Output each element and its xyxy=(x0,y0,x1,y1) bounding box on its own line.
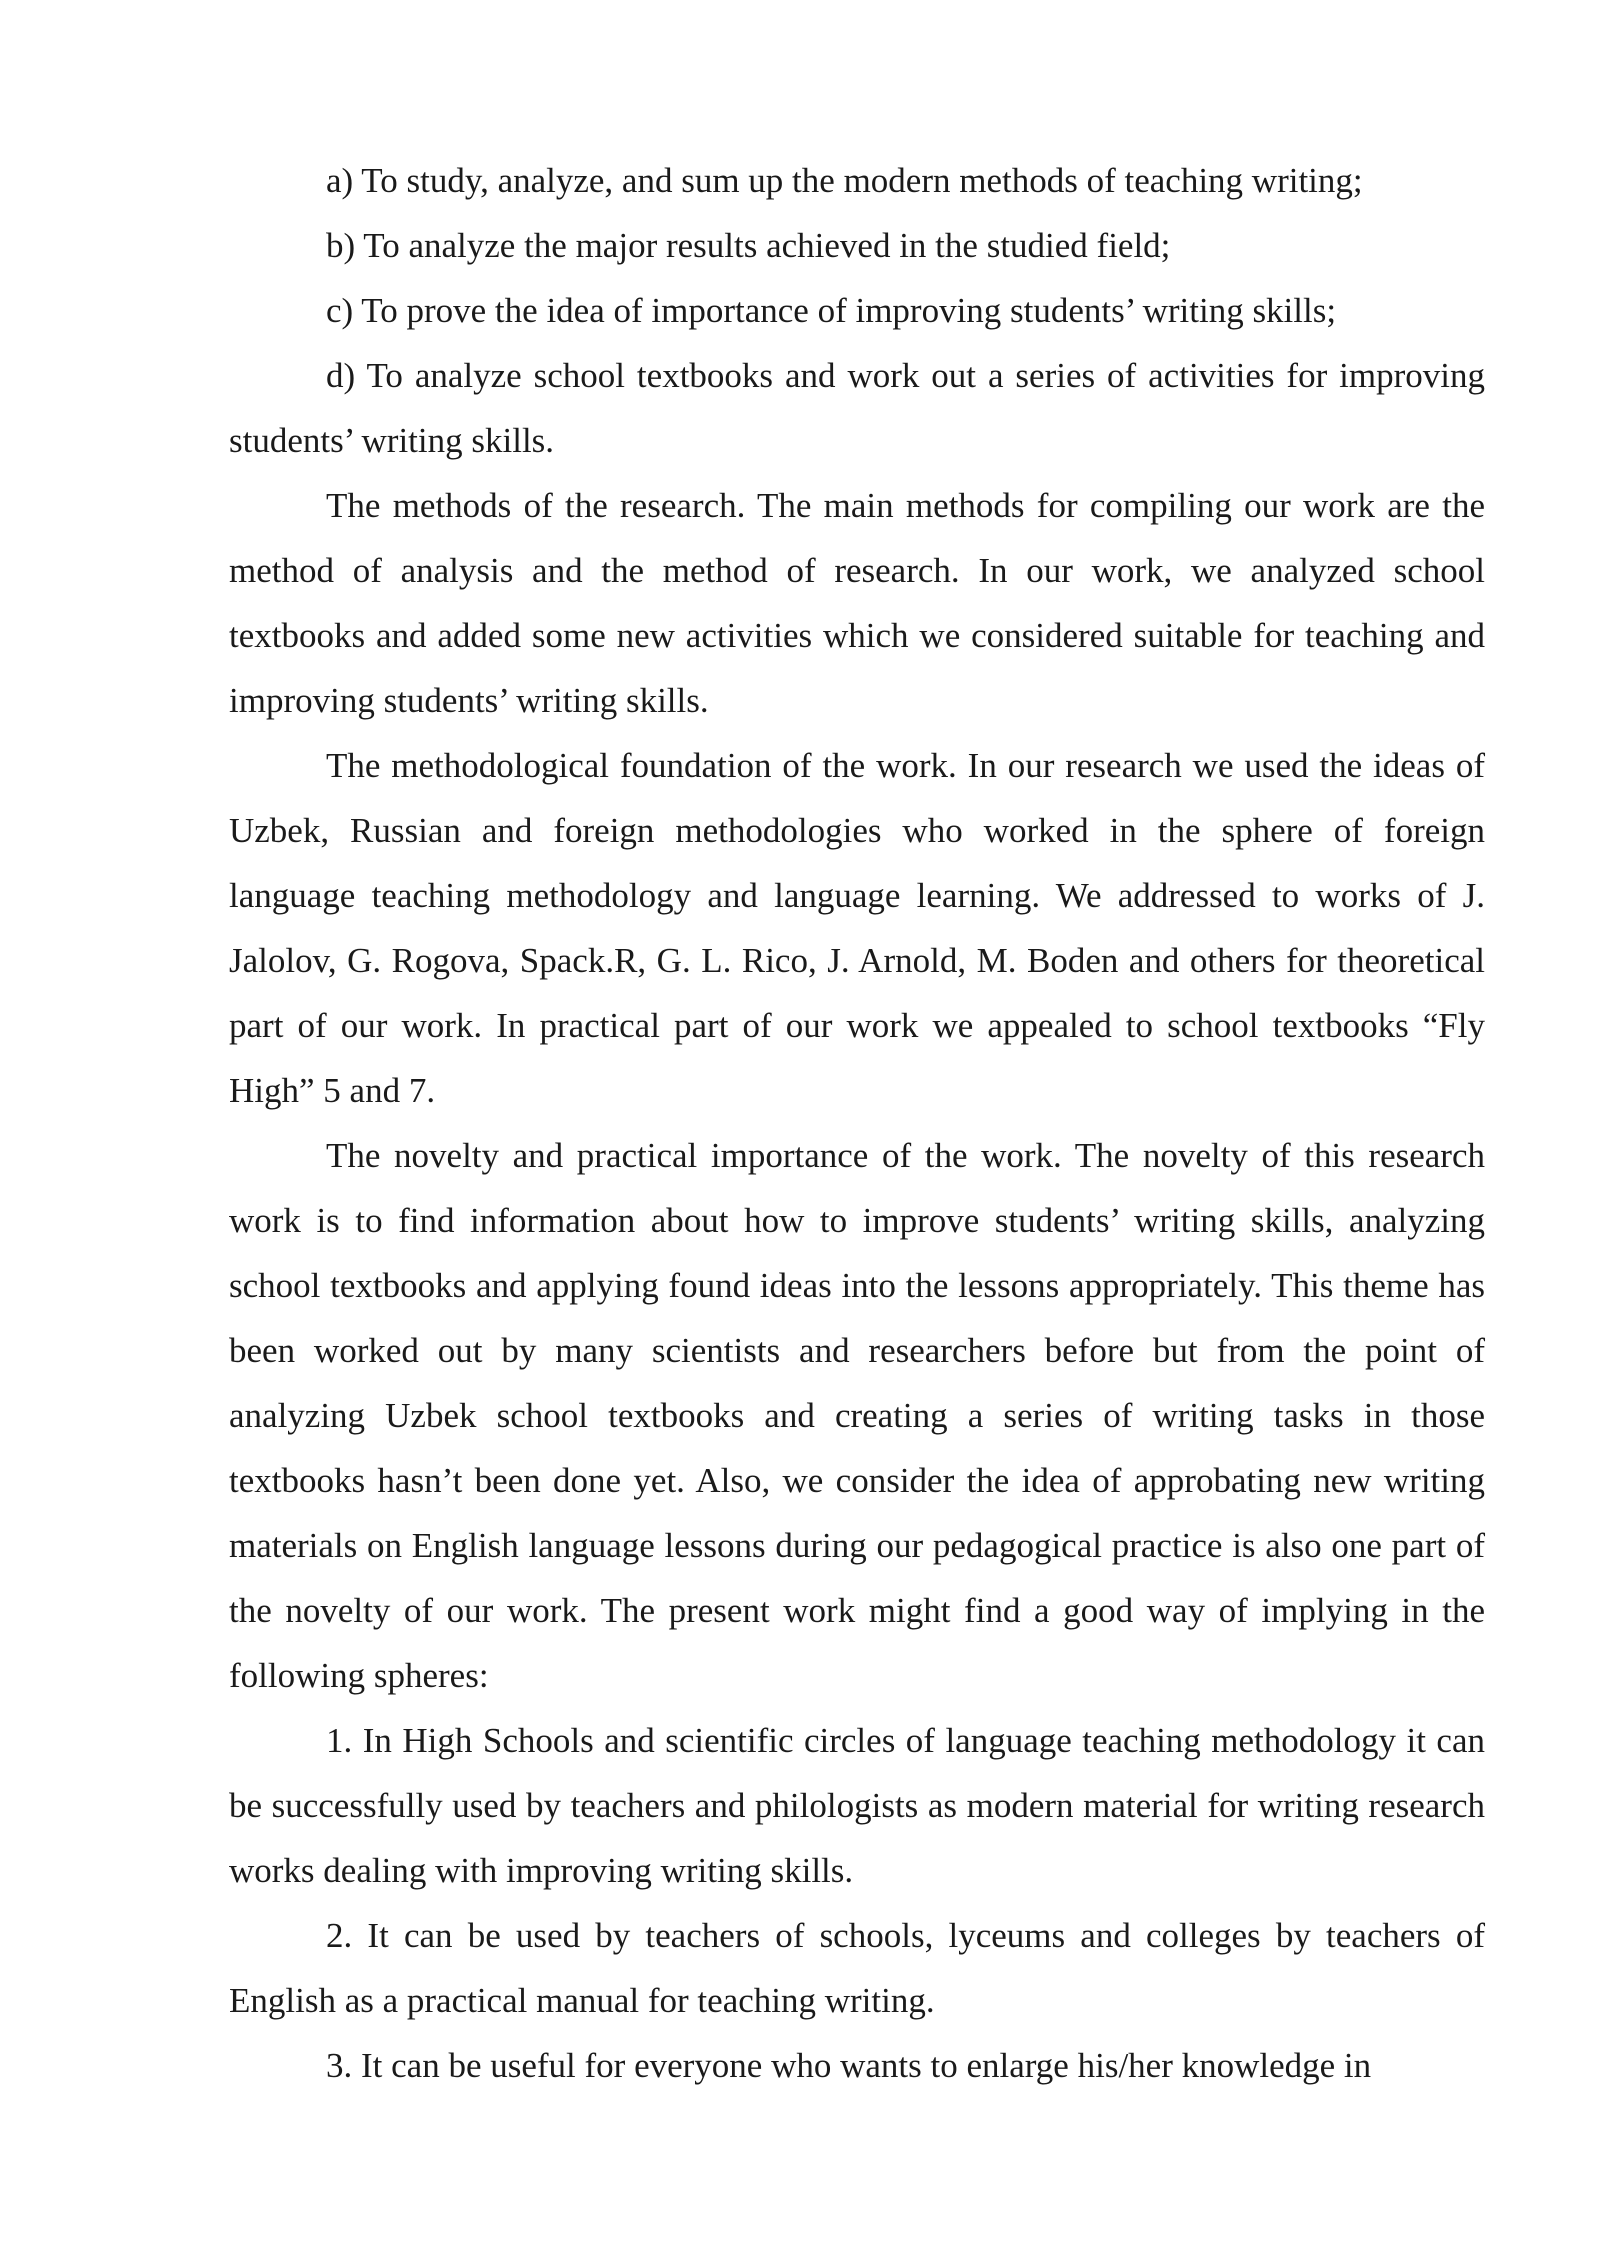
novelty-paragraph: The novelty and practical importance of the work. The novelty of this research work is to find information about how to improve students’ writing skills, analyzing school textbooks and applying found ideas into the lessons appropriately. This theme has been worked out by many scientists and researchers before but from the point of analyzing Uzbek school textbooks and creating a series of writing tasks in those textbooks hasn’t been done yet. Also, we consider the idea of approbating new writing materials on English language lessons during our pedagogical practice is also one part of the novelty of our work. The present work might find a good way of implying in the following spheres: xyxy=(229,1136,1485,1695)
sphere-item-1: 1. In High Schools and scientific circles of language teaching methodology it can be successfully used by teachers and philologists as modern material for writing research works dealing with improving writing skills. xyxy=(229,1721,1485,1890)
objective-b: b) To analyze the major results achieved in the studied field; xyxy=(326,226,1171,265)
objective-c: c) To prove the idea of importance of improving students’ writing skills; xyxy=(326,291,1337,330)
objective-d: d) To analyze school textbooks and work out a series of activities for improving students’ writing skills. xyxy=(229,356,1485,460)
methodological-foundation-paragraph: The methodological foundation of the work. In our research we used the ideas of Uzbek, Russian and foreign methodologies who worked in the sphere of foreign language teaching methodology and language learning. We addressed to works of J. Jalolov, G. Rogova, Spack.R, G. L. Rico, J. Arnold, M. Boden and others for theoretical part of our work. In practical part of our work we appealed to school textbooks “Fly High” 5 and 7. xyxy=(229,746,1485,1110)
sphere-item-3: 3. It can be useful for everyone who wants to enlarge his/her knowledge in xyxy=(326,2046,1372,2085)
objective-a: a) To study, analyze, and sum up the modern methods of teaching writing; xyxy=(326,161,1363,200)
methods-paragraph: The methods of the research. The main methods for compiling our work are the method of analysis and the method of research. In our work, we analyzed school textbooks and added some new activities which we considered suitable for teaching and improving students’ writing skills. xyxy=(229,486,1485,720)
body-text xyxy=(229,148,1485,2098)
sphere-item-2: 2. It can be used by teachers of schools, lyceums and colleges by teachers of English as a practical manual for teaching writing. xyxy=(229,1916,1485,2020)
